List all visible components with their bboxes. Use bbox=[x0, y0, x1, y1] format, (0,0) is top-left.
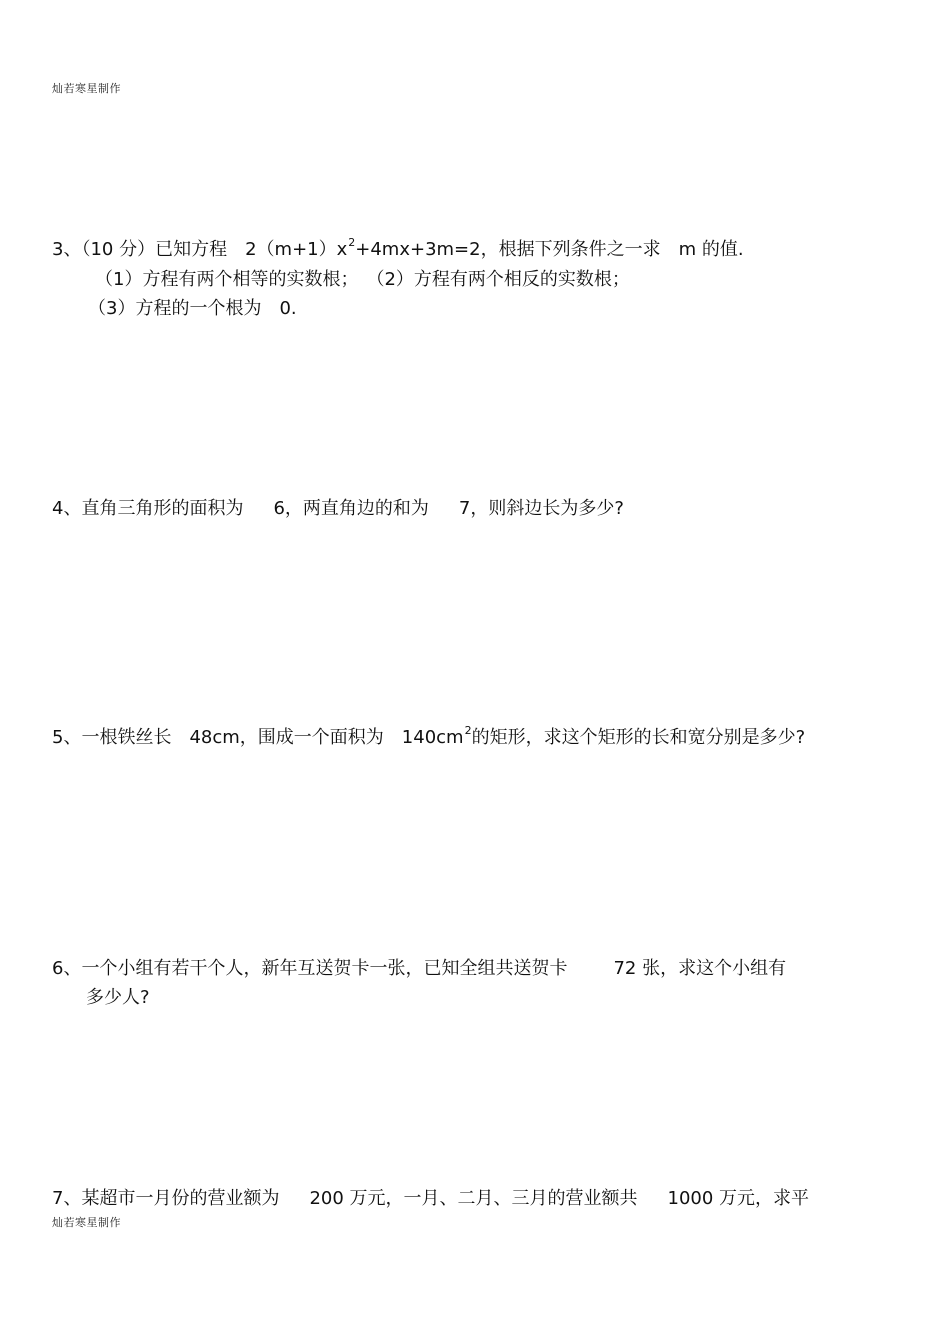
q7-part-a: 7、某超市一月份的营业额为 bbox=[52, 1188, 280, 1209]
q5-exponent: 2 bbox=[464, 724, 472, 737]
question-3 bbox=[52, 238, 744, 264]
question-3-sub-3 bbox=[88, 297, 297, 321]
question-6 bbox=[52, 957, 786, 981]
footer-watermark: 灿若寒星制作 bbox=[52, 1216, 121, 1229]
q3-sub-3-value: 0. bbox=[279, 298, 297, 319]
q5-part-b: 48cm，围成一个面积为 bbox=[189, 727, 384, 748]
q3-part-b: 2（m+1）x bbox=[245, 239, 348, 260]
q5-part-c: 140cm bbox=[401, 727, 464, 748]
question-4 bbox=[52, 497, 624, 521]
question-3-sub-1-2 bbox=[95, 268, 630, 292]
q4-part-c: 7，则斜边长为多少? bbox=[458, 498, 624, 519]
q7-part-b: 200 万元，一月、二月、三月的营业额共 bbox=[309, 1188, 638, 1209]
q6-part-b: 72 张，求这个小组有 bbox=[613, 958, 787, 979]
q3-sub-1: （1）方程有两个相等的实数根； bbox=[95, 269, 359, 290]
question-5 bbox=[52, 726, 805, 752]
question-6-line-2 bbox=[86, 986, 150, 1010]
q3-part-d: m 的值. bbox=[678, 239, 744, 260]
q3-sub-3-text: （3）方程的一个根为 bbox=[88, 298, 262, 319]
q5-part-a: 5、一根铁丝长 bbox=[52, 727, 172, 748]
q5-part-d: 的矩形，求这个矩形的长和宽分别是多少? bbox=[471, 727, 806, 748]
header-watermark: 灿若寒星制作 bbox=[52, 82, 121, 95]
q4-part-b: 6，两直角边的和为 bbox=[273, 498, 429, 519]
question-7 bbox=[52, 1187, 809, 1211]
q6-part-a: 6、一个小组有若干个人，新年互送贺卡一张，已知全组共送贺卡 bbox=[52, 958, 568, 979]
q3-part-a: 3、（10 分）已知方程 bbox=[52, 239, 228, 260]
q7-part-c: 1000 万元，求平 bbox=[667, 1188, 810, 1209]
q3-part-c: +4mx+3m=2，根据下列条件之一求 bbox=[355, 239, 661, 260]
q3-exponent: 2 bbox=[348, 236, 356, 249]
q3-sub-2: （2）方程有两个相反的实数根； bbox=[366, 269, 630, 290]
q6-line-2: 多少人? bbox=[86, 987, 150, 1008]
q4-part-a: 4、直角三角形的面积为 bbox=[52, 498, 244, 519]
